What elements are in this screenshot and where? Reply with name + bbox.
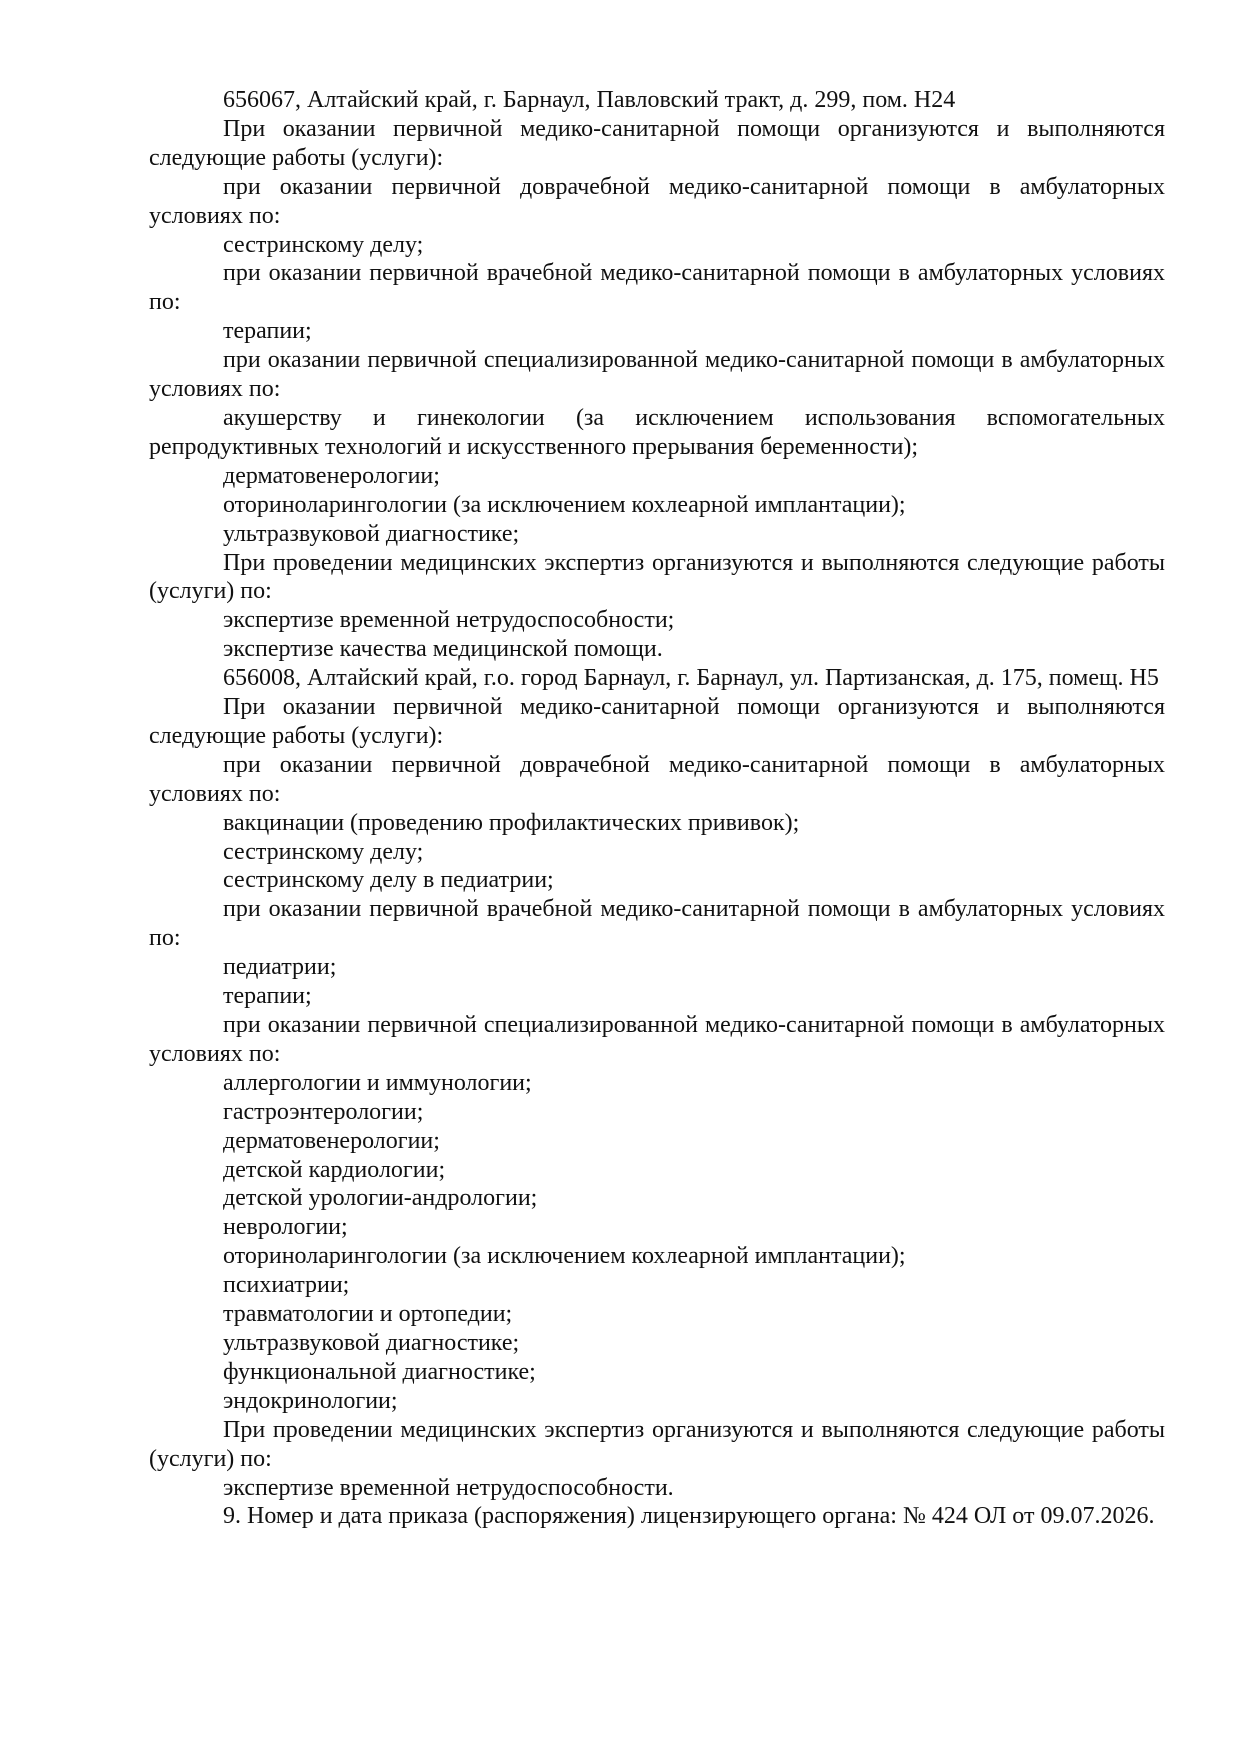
text-paragraph: детской урологии-андрологии; [223,1185,538,1212]
text-paragraph: при оказании первичной врачебной медико-санитарной помощи в амбулаторных условиях по: [149,896,1165,952]
text-paragraph: при оказании первичной специализированной медико-санитарной помощи в амбулаторных условиях по: [149,347,1165,403]
document-page [149,86,1165,1531]
text-paragraph: педиатрии; [223,954,337,981]
text-paragraph: При оказании первичной медико-санитарной помощи организуются и выполняются следующие работы (услуги): [149,115,1165,171]
text-paragraph: сестринскому делу; [223,231,424,258]
text-paragraph: оториноларингологии (за исключением кохлеарной имплантации); [223,491,906,518]
text-paragraph: терапии; [223,983,312,1010]
text-paragraph: ультразвуковой диагностике; [223,520,520,547]
text-paragraph: эндокринологии; [223,1387,398,1414]
text-paragraph: неврологии; [223,1214,348,1241]
text-paragraph: при оказании первичной врачебной медико-санитарной помощи в амбулаторных условиях по: [149,260,1165,316]
text-paragraph: детской кардиологии; [223,1156,446,1183]
text-paragraph: ультразвуковой диагностике; [223,1329,520,1356]
text-paragraph: при оказании первичной доврачебной медико-санитарной помощи в амбулаторных условиях по: [149,751,1165,807]
text-paragraph: при оказании первичной специализированной медико-санитарной помощи в амбулаторных условиях по: [149,1012,1165,1067]
text-paragraph: При проведении медицинских экспертиз организуются и выполняются следующие работы (услуги) по: [149,549,1165,605]
text-paragraph: сестринскому делу; [223,838,424,865]
text-paragraph: гастроэнтерологии; [223,1098,424,1125]
address-paragraph: 656067, Алтайский край, г. Барнаул, Павловский тракт, д. 299, пом. Н24 [223,87,956,113]
text-paragraph: При проведении медицинских экспертиз организуются и выполняются следующие работы (услуги) по: [149,1416,1165,1472]
text-paragraph: аллергологии и иммунологии; [223,1069,532,1096]
text-paragraph: дерматовенерологии; [223,462,440,489]
text-paragraph: акушерству и гинекологии (за исключением использования вспомогательных репродуктивных технологий и искусственного прерывания беременности); [149,404,1165,460]
order-paragraph: 9. Номер и дата приказа (распоряжения) лицензирующего органа: № 424 ОЛ от 09.07.2026. [223,1503,1155,1530]
address-paragraph: 656008, Алтайский край, г.о. город Барнаул, г. Барнаул, ул. Партизанская, д. 175, помещ. Н5 [223,665,1159,692]
text-paragraph: При оказании первичной медико-санитарной помощи организуются и выполняются следующие работы (услуги): [149,694,1165,749]
text-paragraph: дерматовенерологии; [223,1127,440,1154]
text-paragraph: травматологии и ортопедии; [223,1301,513,1328]
text-paragraph: вакцинации (проведению профилактических прививок); [223,809,800,836]
text-paragraph: экспертизе качества медицинской помощи. [223,636,663,663]
text-paragraph: психиатрии; [223,1272,350,1299]
text-paragraph: экспертизе временной нетрудоспособности; [223,607,675,634]
text-paragraph: терапии; [223,318,312,345]
text-paragraph: функциональной диагностике; [223,1358,536,1385]
text-paragraph: при оказании первичной доврачебной медико-санитарной помощи в амбулаторных условиях по: [149,173,1165,229]
text-paragraph: оториноларингологии (за исключением кохлеарной имплантации); [223,1243,906,1270]
text-paragraph: сестринскому делу в педиатрии; [223,867,554,894]
text-paragraph: экспертизе временной нетрудоспособности. [223,1474,674,1501]
